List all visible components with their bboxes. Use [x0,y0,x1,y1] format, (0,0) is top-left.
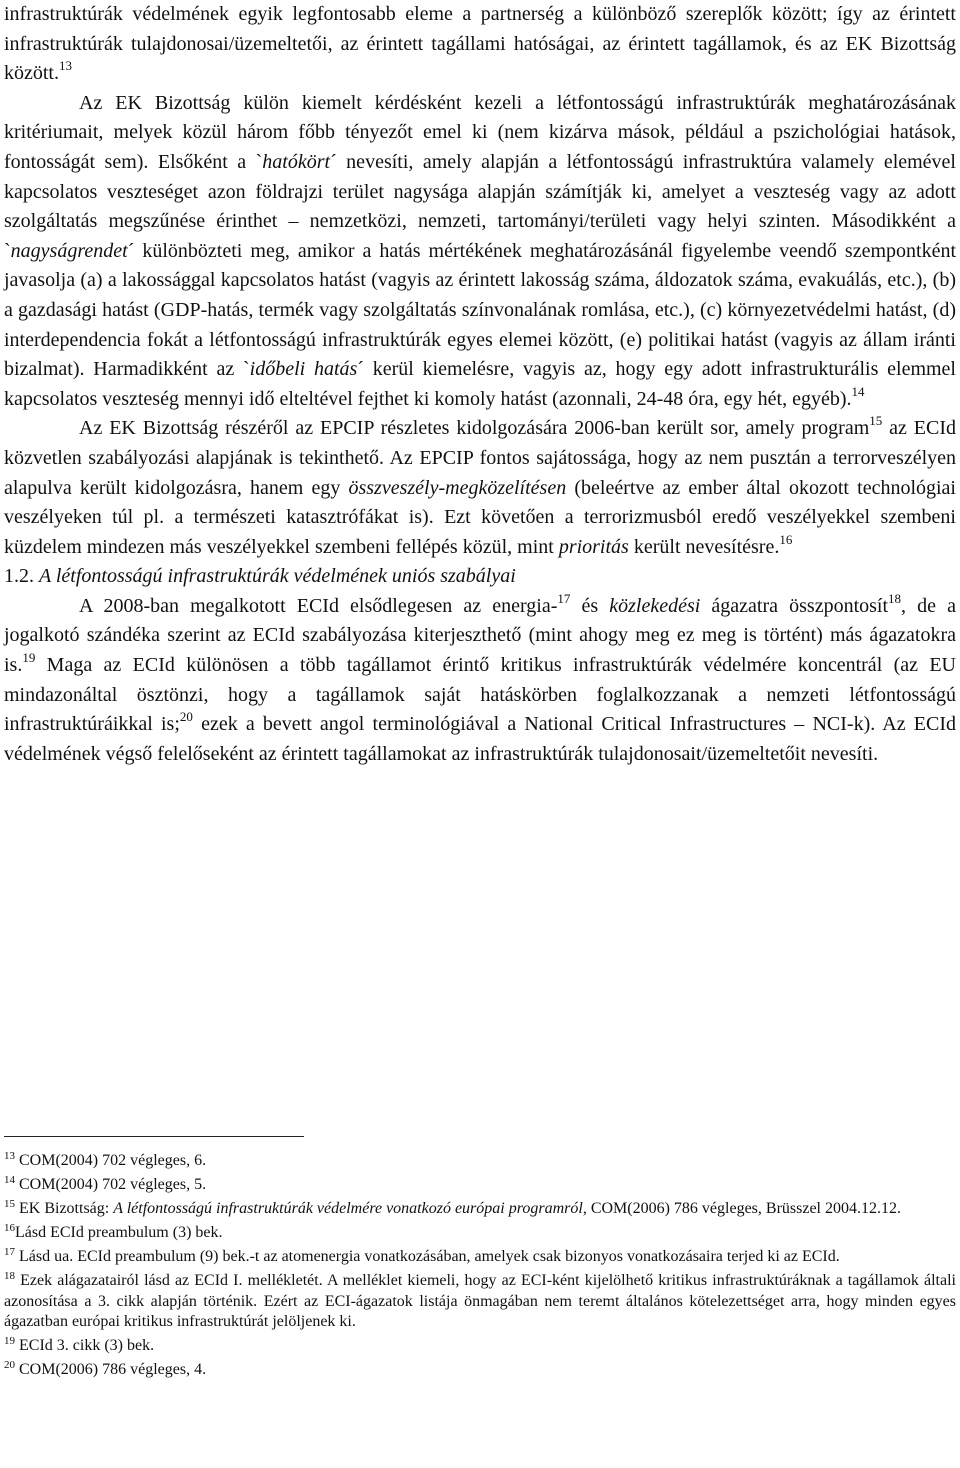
paragraph-text: Az EK Bizottság részéről az EPCIP részletes kidolgozására 2006-ban került sor, amely program [79,417,870,440]
footnote-ref-19[interactable]: 19 [22,650,36,666]
footnote-20 [4,1360,956,1381]
paragraph-text: az ECId közvetlen szabályozási alapjának is tekinthető. Az EPCIP fontos sajátossága, hogy az nem pusztán a terrorveszélyen alapulva került kidolgozásra, hanem egy [4,417,956,499]
footnote-ref-15[interactable]: 15 [869,413,883,429]
paragraph-intro [4,0,956,89]
paragraph-text: infrastruktúrák védelmének egyik legfontosabb eleme a partnerség a különböző szereplők között; így az érintett infrastruktúrák tulajdonosai/üzemeltetői, az érintett tagállami hatóságai, az érintett tagállamok, és az EK Bizottság között. [4,3,956,85]
footnote-14 [4,1175,956,1196]
paragraph-text: és [570,594,610,617]
footnote-15 [4,1199,956,1220]
italic-term-priority: prioritás [558,535,629,558]
footnote-13 [4,1151,956,1172]
paragraph-text: ezek a bevett angol terminológiával a National Critical Infrastructures – NCI-k). Az ECId védelmének végső felelőseként az érintett tagállamokat az infrastruktúrák tulajdonosait/üzemeltetőit nevesíti. [4,713,956,765]
footnote-text: Ezek alágazatairól lásd az ECId I. mellékletét. A melléklet kiemeli, hogy az ECI-ként kijelölhető kritikus infrastruktúráknak a tagállamok általi azonosítása a 3. cikk alapján történik. Ezért az ECI-ágazatok listája önmagában nem teremt általános kötelezettséget arra, hogy minden egyes ágazatban európai kritikus infrastruktúrát jelöljenek ki. [4,1272,956,1330]
italic-term-scope: hatókört [262,150,331,173]
italic-term-time-effect: időbeli hatás [249,358,358,381]
footnote-number: 18 [4,1270,15,1282]
footnote-text: Lásd ECId preambulum (3) bek. [15,1224,223,1241]
footnote-text: ECId 3. cikk (3) bek. [19,1337,155,1354]
footnote-number: 13 [4,1150,15,1162]
document-page [4,0,956,769]
footnote-17 [4,1247,956,1268]
footnote-16 [4,1223,956,1244]
footnote-text: Lásd ua. ECId preambulum (9) bek.-t az atomenergia vonatkozásában, amelyek csak bizonyos vonatkozásaira terjed ki az ECId. [19,1248,840,1265]
footnote-ref-14[interactable]: 14 [851,383,865,399]
paragraph-text: ´ nevesíti, amely alapján a létfontosságú infrastruktúra valamely elemével kapcsolatos veszteséget azon földrajzi terület nagysága alapján számítják ki, amelyet a veszteség vagy az adott szolgáltatás megszűnése érinthet – nemzetközi, nemzeti, tartományi/területi vagy helyi szinten. Másodikként a ` [4,150,956,262]
footnote-18 [4,1271,956,1333]
paragraph-text: Az EK Bizottság külön kiemelt kérdésként kezeli a létfontosságú infrastruktúrák meghatározásának kritériumait, melyek közül három főbb tényezőt emel ki (nem kizárva mások, például a pszichológiai hatások, fontosságát sem). Elsőként a ` [4,91,956,173]
paragraph-text: ´ különbözteti meg, amikor a hatás mértékének meghatározásánál figyelembe veendő szempontként javasolja (a) a lakossággal kapcsolatos hatást (vagyis az érintett lakosság száma, áldozatok száma, evakuálás, etc.), (b) a gazdasági hatást (GDP-hatás, termék vagy szolgáltatás színvonalának romlása, etc.), (c) környezetvédelmi hatást, (d) interdependencia fokát a létfontosságú infrastruktúrák egyes elemei között, (e) politikai hatást (vagyis az állam iránti bizalmat). Harmadikként az ` [4,239,956,381]
section-heading [4,562,956,592]
footnote-text: COM(2004) 702 végleges, 6. [19,1152,207,1169]
paragraph-ecid [4,592,956,770]
footnote-text: , COM(2006) 786 végleges, Brüsszel 2004.12.12. [582,1200,901,1217]
paragraph-text: A 2008-ban megalkotott ECId elsődlegesen az energia- [79,594,558,617]
italic-term-transport: közlekedési [609,594,701,617]
body-text [4,0,956,769]
section-title: A létfontosságú infrastruktúrák védelmének uniós szabályai [39,565,516,588]
italic-term-all-hazards: összveszély-megközelítésen [348,476,567,499]
paragraph-criteria [4,89,956,415]
paragraph-text: (beleértve az ember által okozott technológiai veszélyeken túl pl. a természeti katasztrófákat is). Ezt követően a terrorizmusból eredő veszélyekkel szembeni küzdelem mindezen más veszélyekkel szembeni fellépés közül, mint [4,476,956,558]
footnote-text: EK Bizottság: [19,1200,114,1217]
footnote-number: 15 [4,1198,15,1210]
paragraph-text: ´ kerül kiemelésre, vagyis az, hogy egy adott infrastrukturális elemmel kapcsolatos veszteség mennyi idő elteltével fejthet ki komoly hatást (azonnali, 24-48 óra, egy hét, egyéb). [4,358,956,410]
paragraph-text: került nevesítésre. [628,535,780,558]
footnote-ref-18[interactable]: 18 [888,590,902,606]
footnote-number: 17 [4,1246,15,1258]
footnote-number: 20 [4,1359,15,1371]
footnote-text: COM(2006) 786 végleges, 4. [19,1361,207,1378]
footnote-number: 19 [4,1335,15,1347]
footnote-italic-title: A létfontosságú infrastruktúrák védelmére vonatkozó európai programról [113,1200,583,1217]
footnote-ref-13[interactable]: 13 [59,58,72,74]
footnote-divider [4,1136,304,1137]
paragraph-text: Maga az ECId különösen a több tagállamot érintő kritikus infrastruktúrák védelmére koncentrál (az EU mindazonáltal ösztönzi, hogy a tagállamok saját hatáskörben foglalkozzanak a nemzeti létfontosságú infrastruktúráikkal is; [4,654,956,736]
footnote-19 [4,1336,956,1357]
footnote-number: 16 [4,1222,15,1234]
footnotes-section [4,1136,956,1384]
footnote-number: 14 [4,1174,15,1186]
footnote-text: COM(2004) 702 végleges, 5. [19,1176,207,1193]
paragraph-text: , de a jogalkotó szándéka szerint az ECId szabályozása kiterjeszthető (mint ahogy meg ez meg is történt) más ágazatokra is. [4,594,956,677]
paragraph-epcip [4,414,956,562]
footnote-ref-17[interactable]: 17 [557,590,571,606]
section-number: 1.2. [4,565,34,588]
footnote-ref-20[interactable]: 20 [179,709,193,725]
italic-term-magnitude: nagyságrendet [10,239,128,262]
footnote-ref-16[interactable]: 16 [779,531,793,547]
paragraph-text: ágazatra összpontosít [700,594,889,617]
